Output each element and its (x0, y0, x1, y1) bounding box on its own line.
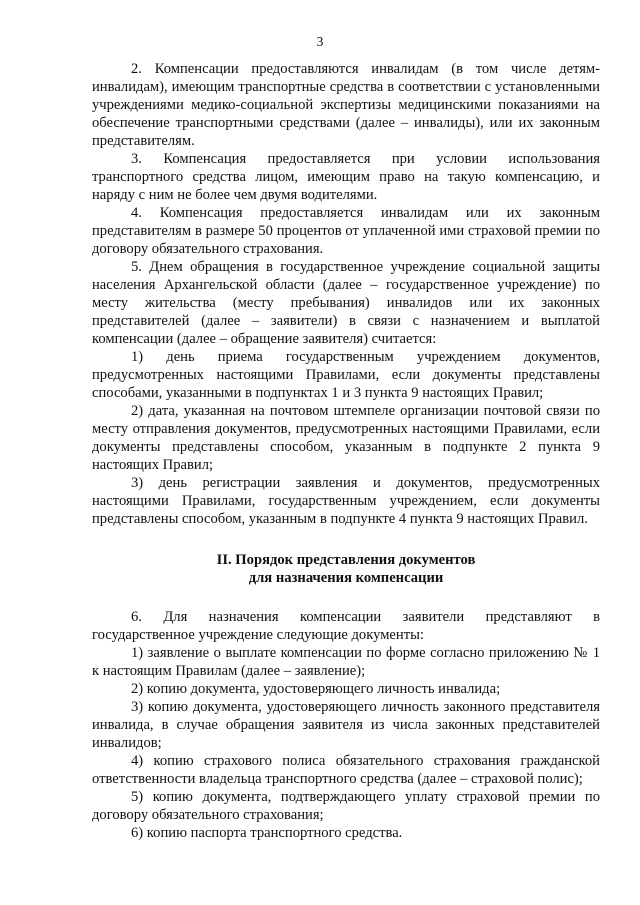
subparagraph-6-5: 5) копию документа, подтверждающего уплату страховой премии по договору обязательного страхования; (92, 789, 600, 823)
paragraph-2: 2. Компенсации предоставляются инвалидам (в том числе детям-инвалидам), имеющим транспортные средства в соответствии с установленными учреждениями медико-социальной экспертизы медицинскими показаниями на обеспечение транспортными средствами (далее – инвалиды), или их законным представителям. (92, 61, 600, 149)
subparagraph-6-6: 6) копию паспорта транспортного средства. (131, 825, 403, 841)
subparagraph-6-1: 1) заявление о выплате компенсации по форме согласно приложению № 1 к настоящим Правилам (далее – заявление); (92, 645, 600, 679)
paragraph-6: 6. Для назначения компенсации заявители представляют в государственное учреждение следующие документы: (92, 609, 600, 643)
subparagraph-6-4: 4) копию страхового полиса обязательного страхования гражданской ответственности владельца транспортного средства (далее – страховой полис); (92, 753, 600, 787)
section-2 (92, 608, 600, 842)
section-heading-line-2: для назначения компенсации (248, 570, 444, 586)
subparagraph-6-2: 2) копию документа, удостоверяющего личность инвалида; (131, 681, 501, 697)
subparagraph-5-2: 2) дата, указанная на почтовом штемпеле организации почтовой связи по месту отправления документов, предусмотренных настоящими Правилами, если документы представлены способом, указанным в подпункте 2 пункта 9 настоящих Правил; (92, 403, 600, 473)
subparagraph-5-3: 3) день регистрации заявления и документов, предусмотренных настоящими Правилами, государственным учреждением, если документы представлены способом, указанным в подпункте 4 пункта 9 настоящих Правил. (92, 475, 600, 527)
section-heading (92, 551, 600, 587)
paragraph-4: 4. Компенсация предоставляется инвалидам или их законным представителям в размере 50 процентов от уплаченной ими страховой премии по договору обязательного страхования. (92, 205, 600, 257)
page-number: 3 (316, 34, 324, 49)
subparagraph-5-1: 1) день приема государственным учреждением документов, предусмотренных настоящими Правилами, если документы представлены способами, указанными в подпунктах 1 и 3 пункта 9 настоящих Правил; (92, 349, 600, 401)
subparagraph-6-3: 3) копию документа, удостоверяющего личность законного представителя инвалида, в случае обращения заявителя из числа законных представителей инвалидов; (92, 699, 600, 751)
section-1 (92, 60, 600, 528)
section-heading-line-1: II. Порядок представления документов (216, 552, 476, 568)
paragraph-5: 5. Днем обращения в государственное учреждение социальной защиты населения Архангельской области (далее – государственное учреждение) по месту жительства (месту пребывания) инвалидов или их законных представителей (далее – заявители) в связи с назначением и выплатой компенсации (далее – обращение заявителя) считается: (92, 259, 600, 347)
paragraph-3: 3. Компенсация предоставляется при условии использования транспортного средства лицом, имеющим право на такую компенсацию, и наряду с ним не более чем двумя водителями. (92, 151, 600, 203)
document-body (92, 60, 600, 842)
